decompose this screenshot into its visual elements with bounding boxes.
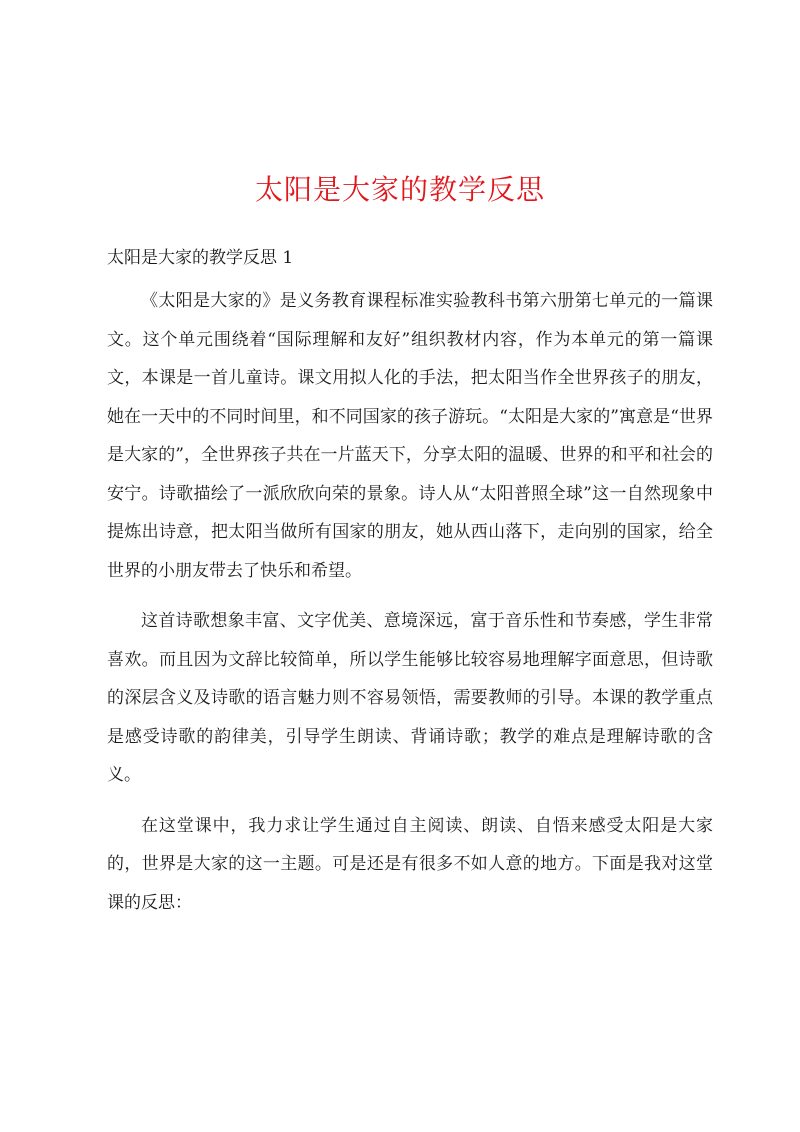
paragraph-1: 《太阳是大家的》是义务教育课程标准实验教科书第六册第七单元的一篇课文。这个单元围绕着“国际理解和友好”组织教材内容，作为本单元的第一篇课文，本课是一首儿童诗。课文用拟人化的手法，把太阳当作全世界孩子的朋友，她在一天中的不同时间里，和不同国家的孩子游玩。“太阳是大家的”寓意是“世界是大家的”，全世界孩子共在一片蓝天下，分享太阳的温暖、世界的和平和社会的安宁。诗歌描绘了一派欣欣向荣的景象。诗人从“太阳普照全球”这一自然现象中提炼出诗意，把太阳当做所有国家的朋友，她从西山落下，走向别的国家，给全世界的小朋友带去了快乐和希望。 [107, 291, 713, 581]
paragraph-2: 这首诗歌想象丰富、文字优美、意境深远，富于音乐性和节奏感，学生非常喜欢。而且因为文辞比较简单，所以学生能够比较容易地理解字面意思，但诗歌的深层含义及诗歌的语言魅力则不容易领悟，需要教师的引导。本课的教学重点是感受诗歌的韵律美，引导学生朗读、背诵诗歌；教学的难点是理解诗歌的含义。 [107, 611, 713, 785]
section-heading: 太阳是大家的教学反思 1 [107, 248, 294, 268]
document-body [107, 282, 713, 934]
document-title: 太阳是大家的教学反思 [254, 173, 545, 206]
paragraph-3: 在这堂课中，我力求让学生通过自主阅读、朗读、自悟来感受太阳是大家的，世界是大家的这一主题。可是还是有很多不如人意的地方。下面是我对这堂课的反思： [107, 815, 713, 913]
